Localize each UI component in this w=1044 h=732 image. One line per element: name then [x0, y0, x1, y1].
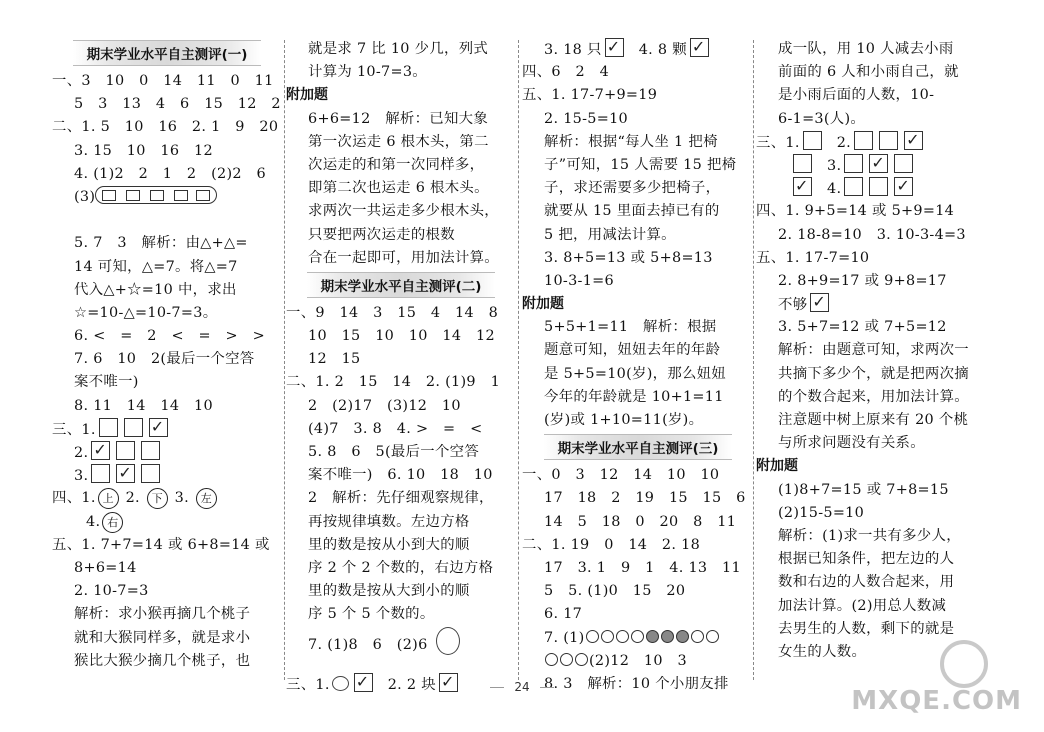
- answer-text: 3. 8+5=13 或 5+8=13: [544, 249, 713, 266]
- answer-text: 四、1. 9+5=14 或 5+9=14: [756, 203, 955, 220]
- answer-text: 8. 11 14 14 10: [74, 397, 213, 414]
- answer-line: [756, 571, 1000, 594]
- answer-line: [286, 557, 516, 580]
- answer-box: [803, 131, 822, 150]
- answer-text: 与所求问题没有关系。: [778, 435, 925, 452]
- answer-text: 8. 3 解析：10 个小朋友排: [544, 675, 729, 692]
- answer-line: [52, 93, 282, 116]
- answer-text: 4. (1)2 2 1 2 (2)2 6: [74, 165, 266, 182]
- answer-text: 题意可知，妞妞去年的年龄: [544, 342, 721, 359]
- answer-line: [522, 38, 754, 61]
- answer-line: [52, 441, 282, 464]
- answer-text: 不够: [778, 297, 808, 314]
- answer-line: [522, 464, 754, 487]
- answer-line: [286, 325, 516, 348]
- filled-circle-icon: [646, 630, 659, 643]
- column-3: [522, 38, 754, 692]
- answer-line: [52, 302, 282, 325]
- answer-text: 三、1.: [286, 676, 330, 693]
- answer-line: [522, 224, 754, 247]
- bonus-heading: 附加题: [522, 296, 564, 313]
- answer-text: 二、1. 19 0 14 2. 18: [522, 536, 701, 553]
- answer-text: (2)15-5=10: [778, 504, 865, 521]
- answer-text: 解析：根据“每人坐 1 把椅: [544, 133, 718, 150]
- column-divider: [284, 40, 285, 680]
- answer-line: [522, 177, 754, 200]
- answer-line: [286, 395, 516, 418]
- answer-line: [52, 325, 282, 348]
- answer-line: [52, 70, 282, 93]
- answer-line: [522, 131, 754, 154]
- watermark-logo-icon: [940, 640, 988, 688]
- direction-circle: 下: [147, 488, 168, 509]
- circle-icon: [631, 630, 644, 643]
- answer-line: [52, 186, 282, 209]
- column-1: [52, 38, 282, 682]
- answer-text: 解析：由题意可知，求两次一: [778, 342, 969, 359]
- answer-text: 代入△+☆=10 中，求出: [74, 281, 237, 298]
- answer-line: [52, 627, 282, 650]
- answer-line: [52, 418, 282, 441]
- answer-text: 3.: [169, 490, 194, 507]
- answer-text: 就是求 7 比 10 少几，列式: [308, 41, 489, 57]
- answer-text: 解析：求小猴再摘几个桃子: [74, 606, 251, 623]
- answer-line: [522, 61, 754, 84]
- answer-line: [756, 618, 1000, 641]
- answer-line: [522, 511, 754, 534]
- answer-line: [522, 557, 754, 580]
- answer-text: (4)7 3. 8 4. > = <: [308, 420, 483, 437]
- answer-box: [894, 154, 913, 173]
- answer-line: [286, 177, 516, 200]
- answer-text: 3. 5+7=12 或 7+5=12: [778, 319, 947, 336]
- answer-text: 3. 18 只: [544, 42, 602, 58]
- answer-line: [286, 200, 516, 223]
- answer-text: 第一次运走 6 根木头，第二: [308, 133, 489, 150]
- answer-text: 三、1.: [756, 134, 800, 151]
- answer-line: [286, 38, 516, 61]
- answer-line: [522, 247, 754, 270]
- answer-text: 2. 10-7=3: [74, 583, 149, 600]
- answer-line: [522, 270, 754, 293]
- answer-text: 7. (1)8 6 (2)6: [308, 636, 428, 653]
- answer-line: [52, 256, 282, 279]
- section-header: [52, 40, 282, 66]
- column-4: [756, 38, 1000, 682]
- answer-line: [756, 339, 1000, 362]
- answer-box: [141, 441, 160, 460]
- checked-answer-box: [869, 154, 888, 173]
- answer-text: 6. < = 2 < = > >: [74, 328, 265, 345]
- circle-icon: [601, 630, 614, 643]
- answer-line: [52, 603, 282, 626]
- answer-line: [756, 502, 1000, 525]
- checked-answer-box: [894, 177, 913, 196]
- answer-text: 5 3 13 4 6 15 12 2: [74, 96, 281, 113]
- answer-line: [52, 116, 282, 139]
- answer-text: 计算为 10-7=3。: [308, 64, 427, 81]
- answer-box: [869, 177, 888, 196]
- answer-line: [756, 386, 1000, 409]
- answer-line: [522, 487, 754, 510]
- answer-line: [52, 557, 282, 580]
- answer-text: 共摘下多少个，就是把两次摘: [778, 365, 969, 382]
- answer-text: 2 (2)17 (3)12 10: [308, 397, 461, 414]
- answer-line: [52, 209, 282, 232]
- answer-line: [52, 348, 282, 371]
- answer-line: [756, 224, 1000, 247]
- answer-box: [844, 177, 863, 196]
- answer-text: 序 2 个 2 个数的，右边方格: [308, 559, 494, 576]
- watermark: [851, 640, 1022, 720]
- answer-text: 数和右边的人数合起来，用: [778, 574, 955, 591]
- answer-line: [522, 534, 754, 557]
- answer-line: [756, 247, 1000, 270]
- answer-text: 今年的年龄就是 10+1=11: [544, 388, 724, 405]
- column-2: [286, 38, 516, 693]
- section-title: 期末学业水平自主测评(一): [73, 40, 262, 66]
- answer-line: [756, 595, 1000, 618]
- bonus-heading: 附加题: [756, 458, 798, 475]
- checked-answer-box: [605, 38, 624, 57]
- answer-text: 是小雨后面的人数，10-: [778, 87, 935, 104]
- answer-text: 14 可知，△=7。将△=7: [74, 258, 238, 275]
- answer-line: [52, 279, 282, 302]
- answer-box: [141, 464, 160, 483]
- answer-text: 4. 8 颗: [638, 42, 687, 58]
- answer-text: 3.: [827, 157, 842, 174]
- answer-box: [99, 418, 118, 437]
- answer-text: 10-3-1=6: [544, 272, 614, 289]
- column-divider: [753, 40, 754, 680]
- answer-text: 一、9 14 3 15 4 14 8: [286, 304, 499, 321]
- answer-text: 10 15 10 10 14 12: [308, 328, 495, 345]
- answer-line: [52, 650, 282, 673]
- answer-text: 的个数合起来，用加法计算。: [778, 388, 969, 405]
- answer-text: 12 15: [308, 351, 361, 368]
- section-title: 期末学业水平自主测评(三): [544, 434, 733, 460]
- answer-text: 序 5 个 5 个数的。: [308, 606, 435, 623]
- answer-line: [52, 232, 282, 255]
- circle-icon: [616, 630, 629, 643]
- answer-line: [286, 511, 516, 534]
- answer-text: 14 5 18 0 20 8 11: [544, 513, 737, 530]
- answer-text: ☆=10-△=10-7=3。: [74, 304, 218, 321]
- answer-text: 三、1.: [52, 421, 96, 438]
- answer-text: 5 5. (1)0 15 20: [544, 583, 686, 600]
- answer-text: 8+6=14: [74, 559, 137, 576]
- circle-icon: [691, 630, 704, 643]
- answer-text: 里的数是按从大到小的顺: [308, 583, 470, 600]
- answer-line: [756, 548, 1000, 571]
- answer-line: [286, 302, 516, 325]
- answer-line: [522, 409, 754, 432]
- checked-answer-box: [810, 293, 829, 312]
- bonus-heading: 附加题: [286, 87, 328, 104]
- answer-line: [522, 154, 754, 177]
- answer-text: 二、1. 5 10 16 2. 1 9 20: [52, 119, 279, 136]
- circle-icon: [560, 653, 573, 666]
- answer-line: [286, 603, 516, 626]
- answer-text: 五、1. 17-7+9=19: [522, 87, 658, 104]
- checked-answer-box: [116, 464, 135, 483]
- answer-line: [286, 627, 516, 653]
- answer-text: 四、1.: [52, 490, 96, 507]
- answer-text: 注意题中树上原来有 20 个桃: [778, 412, 969, 428]
- answer-text: 4.: [827, 181, 842, 198]
- answer-text: 3.: [74, 468, 89, 485]
- answer-text: 6. 17: [544, 606, 583, 623]
- answer-line: [522, 108, 754, 131]
- checked-answer-box: [91, 441, 110, 460]
- answer-line: [522, 84, 754, 107]
- section-header: [286, 272, 516, 298]
- answer-line: [52, 511, 282, 534]
- answer-text: 加法计算。(2)用总人数减: [778, 597, 947, 614]
- answer-line: [286, 534, 516, 557]
- answer-text: 一、0 3 12 14 10 10: [522, 467, 720, 484]
- answer-text: 去男生的人数，剩下的就是: [778, 620, 955, 637]
- solid-shapes-icon: [95, 186, 217, 204]
- checked-answer-box: [690, 38, 709, 57]
- checked-answer-box: [149, 418, 168, 437]
- answer-line: [756, 177, 1000, 200]
- answer-text: 2. 8+9=17 或 9+8=17: [778, 272, 947, 289]
- answer-line: [756, 154, 1000, 177]
- answer-text: (1)8+7=15 或 7+8=15: [778, 481, 949, 498]
- answer-line: [286, 131, 516, 154]
- answer-text: 3. 15 10 16 12: [74, 142, 213, 159]
- answer-box: [116, 441, 135, 460]
- answer-line: [522, 363, 754, 386]
- answer-text: 案不唯一) 6. 10 18 10: [308, 467, 493, 484]
- answer-line: [756, 432, 1000, 455]
- answer-line: [286, 487, 516, 510]
- answer-box: [91, 464, 110, 483]
- answer-box: [124, 418, 143, 437]
- snail-icon: [436, 627, 460, 655]
- answer-text: 7. (1): [544, 629, 585, 646]
- answer-line: [522, 580, 754, 603]
- answer-line: [286, 247, 516, 270]
- answer-line: [522, 200, 754, 223]
- answer-text: 5 把，用减法计算。: [544, 226, 676, 243]
- filled-circle-icon: [676, 630, 689, 643]
- answer-text: 2.: [120, 490, 145, 507]
- answer-text: 子，求还需要多少把椅子，: [544, 180, 721, 197]
- answer-line: [522, 650, 754, 673]
- answer-text: 2 解析：先仔细观察规律，: [308, 490, 494, 507]
- checked-answer-box: [793, 177, 812, 196]
- answer-text: 解析：(1)求一共有多少人，: [778, 527, 961, 544]
- answer-text: 二、1. 2 15 14 2. (1)9 1: [286, 374, 501, 391]
- answer-text: 5+5+1=11 解析：根据: [544, 319, 717, 336]
- answer-line: [286, 464, 516, 487]
- answer-text: 5. 8 6 5(最后一个空答: [308, 444, 480, 460]
- section-title: 期末学业水平自主测评(二): [307, 272, 496, 298]
- answer-line: [52, 534, 282, 557]
- answer-line: [286, 154, 516, 177]
- checked-answer-box: [904, 131, 923, 150]
- answer-text: 女生的人数。: [778, 643, 867, 660]
- answer-box: [879, 131, 898, 150]
- answer-text: 就和大猴同样多，就是求小: [74, 629, 251, 646]
- direction-circle: 右: [102, 512, 123, 533]
- answer-text: (3): [74, 188, 96, 205]
- answer-text: 2.: [836, 134, 852, 151]
- answer-line: [756, 108, 1000, 131]
- watermark-text: MXQE.COM: [851, 686, 1022, 716]
- answer-text: 五、1. 17-7=10: [756, 249, 870, 266]
- answer-text: (2)12 10 3: [589, 652, 687, 669]
- answer-line: [286, 371, 516, 394]
- answer-text: 2.: [74, 445, 89, 461]
- answer-line: [756, 38, 1000, 61]
- answer-line: [756, 270, 1000, 293]
- answer-line: [286, 108, 516, 131]
- answer-line: [522, 603, 754, 626]
- answer-line: [286, 650, 516, 673]
- answer-line: [286, 61, 516, 84]
- answer-line: [756, 61, 1000, 84]
- answer-line: [756, 316, 1000, 339]
- answer-text: 5. 7 3 解析：由△+△=: [74, 235, 248, 252]
- answer-text: 4.: [86, 513, 101, 530]
- answer-text: 合在一起即可，用加法计算。: [308, 249, 499, 266]
- answer-line: [52, 487, 282, 510]
- answer-text: 再按规律填数。左边方格: [308, 513, 470, 530]
- page-number: 24: [0, 680, 1044, 694]
- answer-line: [522, 316, 754, 339]
- answer-text: 前面的 6 人和小雨自己，就: [778, 64, 959, 81]
- answer-line: [286, 224, 516, 247]
- section-header: [522, 434, 754, 460]
- answer-text: (岁)或 1+10=11(岁)。: [544, 412, 704, 428]
- answer-text: 6-1=3(人)。: [778, 110, 866, 127]
- filled-circle-icon: [661, 630, 674, 643]
- answer-line: [756, 293, 1000, 316]
- answer-text: 一、3 10 0 14 11 0 11: [52, 73, 274, 89]
- direction-circle: 上: [98, 488, 119, 509]
- answer-text: 即第二次也运走 6 根木头。: [308, 180, 489, 197]
- answer-text: 只要把两次运走的根数: [308, 226, 455, 243]
- answer-line: [52, 371, 282, 394]
- answer-line: [52, 140, 282, 163]
- answer-text: 是 5+5=10(岁)，那么妞妞: [544, 365, 727, 382]
- answer-text: 成一队，用 10 人减去小雨: [778, 41, 954, 57]
- answer-box: [793, 154, 812, 173]
- circle-icon: [545, 653, 558, 666]
- answer-box: [854, 131, 873, 150]
- answer-line: [522, 627, 754, 650]
- answer-line: [756, 525, 1000, 548]
- answer-line: [52, 580, 282, 603]
- answer-line: [756, 84, 1000, 107]
- answer-line: [756, 363, 1000, 386]
- answer-text: 四、6 2 4: [522, 64, 610, 81]
- answer-line: [756, 479, 1000, 502]
- column-divider: [518, 40, 519, 680]
- answer-line: [756, 200, 1000, 223]
- answer-text: 子”可知，15 人需要 15 把椅: [544, 156, 737, 173]
- circle-icon: [586, 630, 599, 643]
- answer-line: [286, 441, 516, 464]
- answer-text: 求两次一共运走多少根木头，: [308, 203, 499, 220]
- answer-line: [522, 339, 754, 362]
- answer-text: 2. 2 块: [387, 676, 436, 693]
- answer-text: 根据已知条件，把左边的人: [778, 551, 955, 568]
- answer-line: [52, 464, 282, 487]
- answer-text: 次运走的和第一次同样多，: [308, 156, 485, 173]
- answer-text: 就要从 15 里面去掉已有的: [544, 203, 720, 220]
- circle-icon: [706, 630, 719, 643]
- answer-line: [286, 348, 516, 371]
- answer-text: 7. 6 10 2(最后一个空答: [74, 351, 255, 368]
- direction-circle: 左: [196, 488, 217, 509]
- answer-text: 17 18 2 19 15 15 6: [544, 490, 746, 507]
- answer-text: 2. 15-5=10: [544, 110, 629, 127]
- answer-text: 猴比大猴少摘几个桃子，也: [74, 652, 251, 669]
- answer-line: [522, 386, 754, 409]
- answer-line: [286, 418, 516, 441]
- answer-line: [52, 163, 282, 186]
- answer-text: 2. 18-8=10 3. 10-3-4=3: [778, 226, 966, 243]
- answer-text: 17 3. 1 9 1 4. 13 11: [544, 559, 741, 576]
- answer-text: 6+6=12 解析：已知大象: [308, 110, 489, 127]
- circle-icon: [575, 653, 588, 666]
- answer-text: 里的数是按从小到大的顺: [308, 536, 470, 553]
- answer-text: 五、1. 7+7=14 或 6+8=14 或: [52, 536, 270, 553]
- answer-line: [286, 580, 516, 603]
- answer-line: [52, 395, 282, 418]
- answer-text: 案不唯一): [74, 374, 139, 391]
- answer-box: [844, 154, 863, 173]
- answer-line: [756, 409, 1000, 432]
